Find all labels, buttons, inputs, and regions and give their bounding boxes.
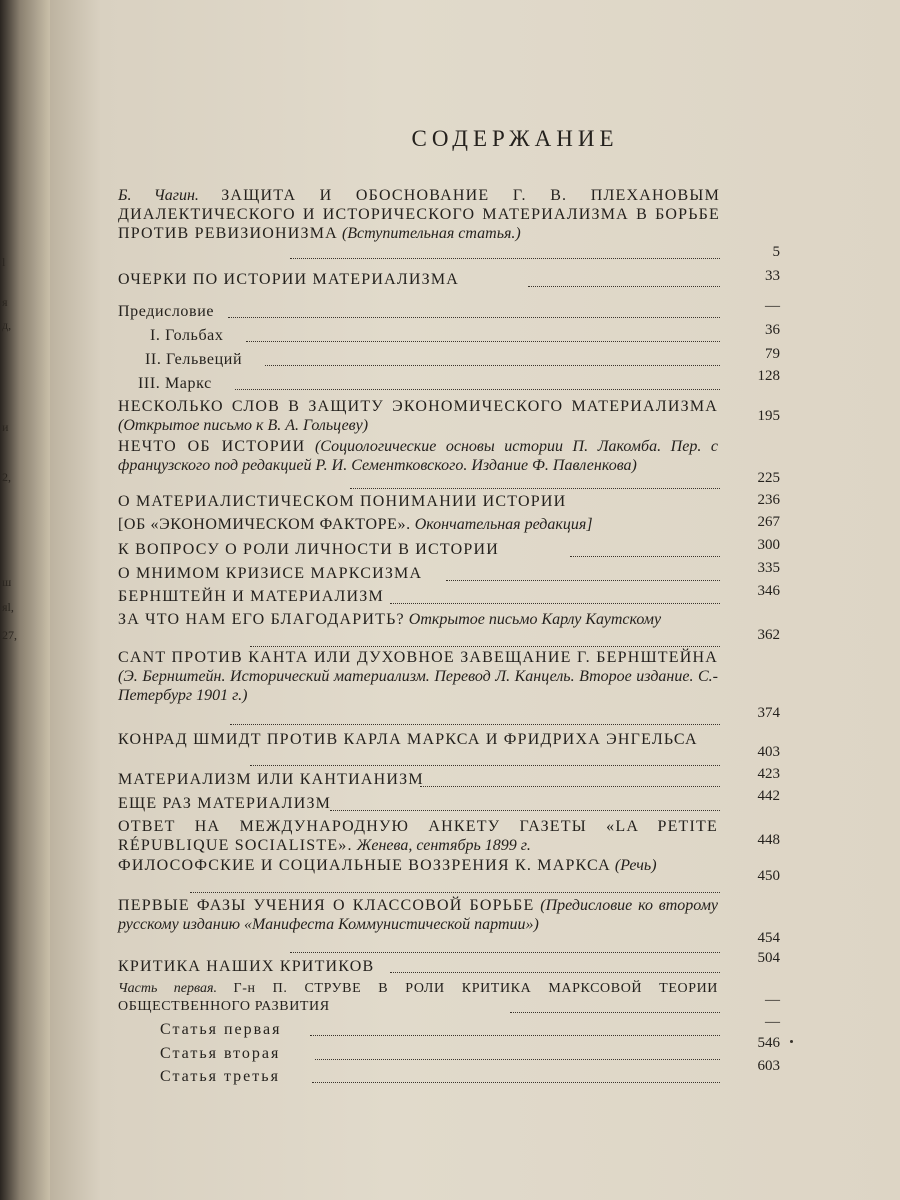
- entry-page: 33: [765, 268, 780, 284]
- toc-entry: [118, 957, 718, 976]
- entry-note: (Предисловие ко второму русскому изданию «Манифеста Коммунистической партии»): [118, 897, 719, 933]
- toc-entry: [118, 856, 718, 875]
- dot-leader: [290, 952, 720, 953]
- entry-title: К ВОПРОСУ О РОЛИ ЛИЧНОСТИ В ИСТОРИИ: [118, 541, 500, 558]
- entry-title: ЕЩЕ РАЗ МАТЕРИАЛИЗМ: [118, 795, 332, 812]
- entry-page: 267: [757, 514, 780, 530]
- entry-title: CANT ПРОТИВ КАНТА ИЛИ ДУХОВНОЕ ЗАВЕЩАНИЕ Г. БЕРНШТЕЙНА: [118, 649, 718, 666]
- toc-entry: [118, 817, 718, 855]
- entry-title: ЗАЩИТА И ОБОСНОВАНИЕ Г. В. ПЛЕХАНОВЫМ ДИАЛЕКТИЧЕСКОГО И ИСТОРИЧЕСКОГО МАТЕРИАЛИЗМА В БОРЬБЕ ПРОТИВ РЕВИЗИОНИЗМА: [118, 187, 720, 242]
- prev-page-fragment: 27,: [2, 628, 17, 642]
- dot-leader: [250, 765, 720, 766]
- toc-entry: [118, 186, 720, 243]
- prev-page-fragment: ш: [2, 575, 12, 589]
- toc-entry: [118, 397, 718, 435]
- entry-title: БЕРНШТЕЙН И МАТЕРИАЛИЗМ: [118, 588, 384, 605]
- toc-entry: [118, 648, 718, 705]
- entry-title: КРИТИКА НАШИХ КРИТИКОВ: [118, 958, 375, 975]
- dot-leader: [310, 1035, 720, 1036]
- dot-leader: [528, 286, 720, 287]
- entry-title: ФИЛОСОФСКИЕ И СОЦИАЛЬНЫЕ ВОЗЗРЕНИЯ К. МАРКСА: [118, 857, 611, 874]
- toc-entry: [118, 896, 718, 934]
- dot-leader: [570, 556, 720, 557]
- entry-page: 225: [757, 470, 780, 486]
- entry-page: 5: [772, 244, 780, 260]
- dot-leader: [510, 1012, 720, 1013]
- entry-page: 195: [757, 408, 780, 424]
- entry-page: —: [765, 1014, 780, 1030]
- dot-leader: [420, 786, 720, 787]
- dot-leader: [312, 1082, 720, 1083]
- previous-page-edge: [0, 0, 50, 1200]
- toc-entry: [118, 437, 718, 475]
- entry-title: Статья третья: [160, 1068, 280, 1085]
- entry-note: (Социологические основы истории П. Лакомба. Пер. с французского под редакцией Р. И. Сементковского. Издание Ф. Павленкова): [118, 438, 719, 474]
- entry-page: 442: [757, 788, 780, 804]
- toc-entry: [118, 610, 718, 629]
- entry-page: 546: [757, 1035, 780, 1051]
- entry-title: НЕСКОЛЬКО СЛОВ В ЗАЩИТУ ЭКОНОМИЧЕСКОГО МАТЕРИАЛИЗМА: [118, 398, 718, 415]
- prev-page-fragment: яl,: [2, 600, 14, 614]
- entry-page: 603: [757, 1058, 780, 1074]
- entry-part: Часть первая.: [118, 981, 218, 996]
- entry-title: ОЧЕРКИ ПО ИСТОРИИ МАТЕРИАЛИЗМА: [118, 271, 460, 288]
- entry-title: Предисловие: [118, 303, 215, 320]
- dot-leader: [290, 258, 720, 259]
- dot-leader: [250, 646, 720, 647]
- toc-entry: [118, 730, 718, 749]
- entry-page: —: [765, 298, 780, 314]
- toc-entry: [145, 350, 705, 369]
- entry-note: (Речь): [614, 857, 657, 874]
- entry-title: НЕЧТО ОБ ИСТОРИИ: [118, 438, 306, 455]
- toc-entry: [118, 492, 718, 511]
- entry-page: 236: [757, 492, 780, 508]
- dot-leader: [246, 341, 720, 342]
- prev-page-fragment: и: [2, 420, 9, 434]
- dot-leader: [330, 810, 720, 811]
- entry-note: Окончательная редакция]: [414, 516, 593, 533]
- entry-title: ОТВЕТ НА МЕЖДУНАРОДНУЮ АНКЕТУ ГАЗЕТЫ «LA PETITE RÉPUBLIQUE SOCIALISTE».: [118, 818, 718, 854]
- dot-leader: [265, 365, 720, 366]
- entry-title: II. Гельвеций: [145, 351, 243, 368]
- dot-leader: [315, 1059, 720, 1060]
- toc-entry: [118, 302, 718, 321]
- prev-page-fragment: l: [2, 255, 6, 269]
- entry-title: ЗА ЧТО НАМ ЕГО БЛАГОДАРИТЬ?: [118, 611, 405, 628]
- entry-page: 450: [757, 868, 780, 884]
- entry-note: Женева, сентябрь 1899 г.: [356, 837, 531, 854]
- book-page: [50, 0, 900, 1200]
- entry-title: О МНИМОМ КРИЗИСЕ МАРКСИЗМА: [118, 565, 423, 582]
- entry-page: 374: [757, 705, 780, 721]
- entry-page: 454: [757, 930, 780, 946]
- toc-entry: [160, 1044, 660, 1063]
- entry-title: МАТЕРИАЛИЗМ ИЛИ КАНТИАНИЗМ: [118, 771, 424, 788]
- toc-entry: [118, 515, 718, 534]
- entry-page: 128: [757, 368, 780, 384]
- entry-title: ПЕРВЫЕ ФАЗЫ УЧЕНИЯ О КЛАССОВОЙ БОРЬБЕ: [118, 897, 535, 914]
- dot-leader: [350, 488, 720, 489]
- entry-author: Б. Чагин.: [118, 187, 199, 204]
- prev-page-fragment: я: [2, 295, 8, 309]
- dot-leader: [235, 389, 720, 390]
- dot-leader: [228, 317, 720, 318]
- entry-note: (Вступительная статья.): [341, 225, 521, 242]
- entry-title: I. Гольбах: [150, 327, 224, 344]
- entry-title: Г-н П. СТРУВЕ В РОЛИ КРИТИКА МАРКСОВОЙ ТЕОРИИ ОБЩЕСТВЕННОГО РАЗВИТИЯ: [118, 981, 719, 1014]
- page-title: СОДЕРЖАНИЕ: [411, 126, 619, 151]
- prev-page-fragment: 2,: [2, 470, 11, 484]
- entry-page: 403: [757, 744, 780, 760]
- entry-page: 346: [757, 583, 780, 599]
- entry-title: О МАТЕРИАЛИСТИЧЕСКОМ ПОНИМАНИИ ИСТОРИИ: [118, 493, 567, 510]
- entry-page: 362: [757, 627, 780, 643]
- entry-page: 36: [765, 322, 780, 338]
- dot-leader: [230, 724, 720, 725]
- toc-entry: [160, 1020, 660, 1039]
- entry-title: КОНРАД ШМИДТ ПРОТИВ КАРЛА МАРКСА И ФРИДРИХА ЭНГЕЛЬСА: [118, 731, 698, 748]
- dot-leader: [446, 580, 720, 581]
- toc-entry: [118, 980, 718, 1016]
- toc-entry: [138, 374, 698, 393]
- entry-page: —: [765, 992, 780, 1008]
- ink-speck: [790, 1040, 793, 1043]
- dot-leader: [190, 892, 720, 893]
- entry-page: 300: [757, 537, 780, 553]
- prev-page-fragment: д,: [2, 318, 12, 332]
- toc-entry: [150, 326, 710, 345]
- entry-page: 79: [765, 346, 780, 362]
- entry-note: (Э. Бернштейн. Исторический материализм. Перевод Л. Канцель. Второе издание. С.-Петербург 1901 г.): [118, 668, 718, 704]
- entry-page: 448: [757, 832, 780, 848]
- entry-title: Статья вторая: [160, 1045, 281, 1062]
- entry-title: [ОБ «ЭКОНОМИЧЕСКОМ ФАКТОРЕ».: [118, 516, 411, 533]
- toc-entry: [160, 1067, 660, 1086]
- dot-leader: [390, 972, 720, 973]
- entry-page: 423: [757, 766, 780, 782]
- entry-note: Открытое письмо Карлу Каутскому: [408, 611, 662, 628]
- entry-page: 335: [757, 560, 780, 576]
- entry-title: Статья первая: [160, 1021, 282, 1038]
- dot-leader: [390, 603, 720, 604]
- entry-page: 504: [757, 950, 780, 966]
- entry-note: (Открытое письмо к В. А. Гольцеву): [118, 417, 369, 434]
- entry-title: III. Маркс: [138, 375, 212, 392]
